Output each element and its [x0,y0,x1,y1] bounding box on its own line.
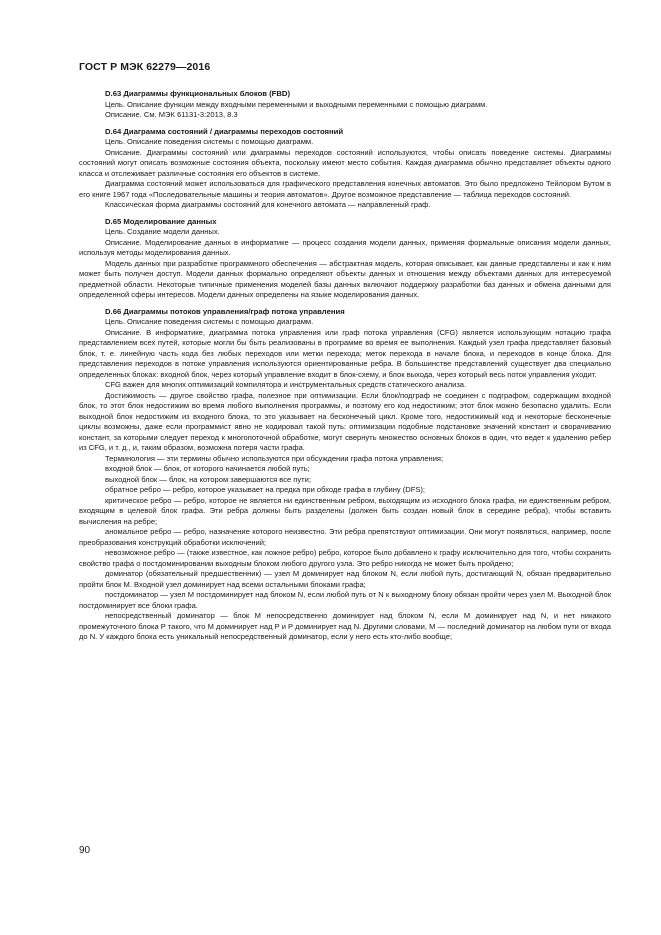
document-body [79,89,611,643]
paragraph: выходной блок — блок, на котором завершаются все пути; [105,474,311,484]
paragraph: Описание. В информатике, диаграмма потока управления или граф потока управления (CFG) является использующим нотацию графа представлением всех путей, которые могли бы быть реализованы в программе во время ее выполнения. Каждый узел графа представляет базовый блок, т. е. линейную часть кода без любых переходов или метки перехода; меток перехода в начале блока, и переходов в конце блока. Для представления переходов в потоке управления используются ориентированные ребра. В большинстве представлений существует два специально определенных блоках: входной блок, через который управление входит в блок-схему, и блок выхода, через который весь поток управления уходит. [79,327,611,379]
section-title: D.63 Диаграммы функциональных блоков (FBD) [105,89,291,98]
paragraph: Диаграмма состояний может использоваться для графического представления конечных автоматов. Это было предложено Тейлором Бутом в его книге 1967 года «Последовательные машины и теория автоматов». Другое возможное представление — таблица переходов состояний. [79,179,611,199]
paragraph: постдоминатор — узел M постдоминирует над блоком N, если любой путь от N к выходному блоку обязан пройти через узел M. Выходной блок постдоминирует все блоки графа. [79,590,611,610]
paragraph: Достижимость — другое свойство графа, полезное при оптимизации. Если блок/подграф не соединен с подграфом, содержащим входной блок, то этот блок недостижим во время любого выполнения программы, и поэтому его код недостижим; этот блок можно безопасно удалить. Если выходной блок недостижим из входного блока, то это указывает на бесконечный цикл. Кроме того, недостижимый код и некоторые бесконечные циклы возможны, даже если программист явно не кодировал такой путь: оптимизации подобные подстановке значений констант и сворачиванию констант, за которыми следует переход к многопоточной обработке, могут свернуть множество основных блоков в один, что ведет к удалению ребер из CFG, и т. д., и, таким образом, возможна потеря части графа. [79,390,611,452]
paragraph: Классическая форма диаграммы состояний для конечного автомата — направленный граф. [105,200,431,209]
paragraph: обратное ребро — ребро, которое указывает на предка при обходе графа в глубину (DFS); [105,485,426,494]
paragraph: Описание. См. МЭК 61131-3:2013, 8.3 [105,110,238,119]
paragraph: аномальное ребро — ребро, назначение которого неизвестно. Эти ребра препятствуют оптимизации. Они могут появляться, например, после преобразования конструкций обработки исключений; [79,527,611,547]
paragraph: входной блок — блок, от которого начинается любой путь; [105,464,310,473]
section-title: D.64 Диаграмма состояний / диаграммы переходов состояний [105,126,344,136]
paragraph: Описание. Диаграммы состояний или диаграммы переходов состояний используются, чтобы описать поведение системы. Диаграммы состояний могут описать возможные состояния объекта, поскольку имеют место события. Каждая диаграмма обычно представляет объекты одного класса и отслеживает различные состояния его объектов в системе. [79,147,611,178]
paragraph: Модель данных при разработке программного обеспечения — абстрактная модель, которая описывает, как данные представлены и как к ним может быть получен доступ. Модели данных формально определяют объекты данных и отношения между объектами данных для интересуемой предметной области. Некоторые типичные применения моделей базы данных включают поддержку разработки баз данных и обмена данными для определенной сферы интересов. Модели данных определены на языке моделирования данных. [79,258,611,299]
page-header: ГОСТ Р МЭК 62279—2016 [79,61,211,73]
paragraph: Цель. Описание поведения системы с помощью диаграмм. [105,137,314,146]
paragraph: критическое ребро — ребро, которое не является ни единственным ребром, выходящим из исходного блока графа, ни единственным ребром, входящим в целевой блок графа. Эти ребра должны быть разделены (должен быть создан новый блок в середине ребра), чтобы вставить вычисления на ребре; [79,495,611,526]
paragraph: Цель. Описание поведения системы с помощью диаграмм. [105,317,314,326]
paragraph: невозможное ребро — (также известное, как ложное ребро) ребро, которое было добавлено к графу исключительно для того, чтобы сохранить свойство графа о постдоминировании выходным блоком любого другого узла. Это ребро никогда не может быть пройдено; [79,548,611,568]
paragraph: Цель. Описание функции между входными переменными и выходными переменными с помощью диаграмм. [105,99,488,109]
section-title: D.66 Диаграммы потоков управления/граф потока управления [105,306,345,316]
paragraph: Описание. Моделирование данных в информатике — процесс создания модели данных, применяя формальные описания модели данных, используя методы моделирования данных. [79,237,611,257]
page-number: 90 [79,845,91,856]
paragraph: Терминология — эти термины обычно используются при обсуждении графа потока управления; [105,453,444,463]
paragraph: Цель. Создание модели данных. [105,227,220,236]
paragraph: непосредственный доминатор — блок M непосредственно доминирует над блоком N, если M доминирует над N, и нет никакого промежуточного блока P такого, что M доминирует над P и P доминирует над N. Другими словами, M — последний доминатор на любом пути от входа до N. У каждого блока есть уникальный непосредственный доминатор, если у него есть кто-либо вообще; [79,611,611,641]
paragraph: CFG важен для многих оптимизаций компилятора и инструментальных средств статического анализа. [105,380,467,389]
section-title: D.65 Моделирование данных [105,216,217,226]
paragraph: доминатор (обязательный предшественник) — узел M доминирует над блоком N, если любой путь, достигающий N, обязан предварительно пройти блок M. Входной узел доминирует над всеми остальными блоками графа; [79,569,611,589]
